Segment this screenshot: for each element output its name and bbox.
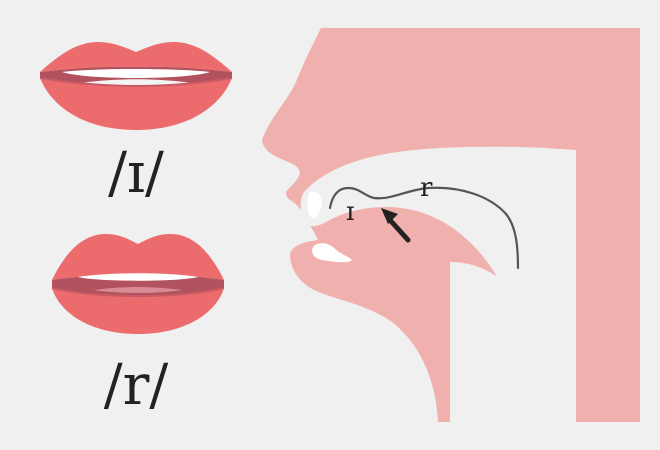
ipa-label-ih: /ɪ/	[108, 141, 164, 206]
tongue-label-ih: ɪ	[346, 197, 355, 227]
tongue-label-r: r	[420, 173, 433, 203]
ipa-label-r: /r/	[103, 353, 169, 418]
